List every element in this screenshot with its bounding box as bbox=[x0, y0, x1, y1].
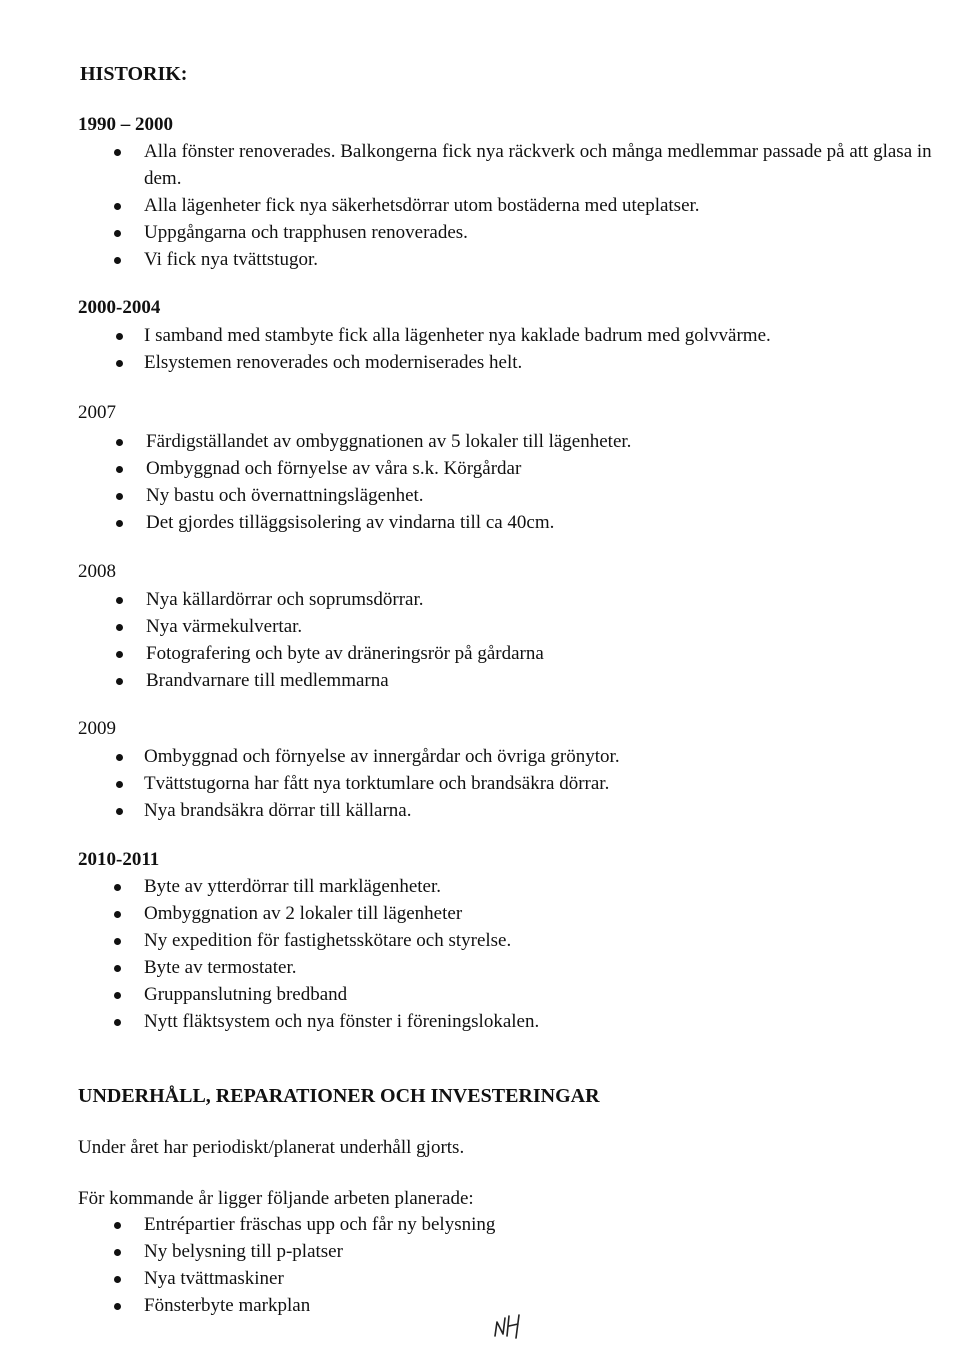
year-heading-1990-2000: 1990 – 2000 bbox=[78, 114, 173, 135]
list-item: Nya brandsäkra dörrar till källarna. bbox=[144, 797, 949, 824]
year-heading-2007: 2007 bbox=[78, 402, 116, 423]
list-item: I samband med stambyte fick alla lägenheter nya kaklade badrum med golvvärme. bbox=[144, 322, 949, 349]
underhall-heading: UNDERHÅLL, REPARATIONER OCH INVESTERINGAR bbox=[78, 1085, 600, 1107]
list-item: Nytt fläktsystem och nya fönster i föreningslokalen. bbox=[144, 1008, 949, 1035]
list-2010-2011 bbox=[144, 873, 949, 1035]
list-item: Alla lägenheter fick nya säkerhetsdörrar utom bostäderna med uteplatser. bbox=[144, 192, 949, 219]
list-item: Ny belysning till p-platser bbox=[144, 1238, 949, 1265]
list-2000-2004 bbox=[144, 322, 949, 376]
list-item: Ny bastu och övernattningslägenhet. bbox=[146, 482, 951, 509]
year-heading-2009: 2009 bbox=[78, 718, 116, 739]
list-item: Vi fick nya tvättstugor. bbox=[144, 246, 949, 273]
handwritten-initials-signature bbox=[492, 1312, 528, 1342]
year-heading-2008: 2008 bbox=[78, 561, 116, 582]
list-item: Byte av termostater. bbox=[144, 954, 949, 981]
list-item: Uppgångarna och trapphusen renoverades. bbox=[144, 219, 949, 246]
list-item: Alla fönster renoverades. Balkongerna fick nya räckverk och många medlemmar passade på att glasa in dem. bbox=[144, 138, 949, 192]
list-item: Brandvarnare till medlemmarna bbox=[146, 667, 951, 694]
list-2008 bbox=[146, 586, 951, 694]
list-item: Gruppanslutning bredband bbox=[144, 981, 949, 1008]
list-1990-2000 bbox=[144, 138, 949, 273]
list-item: Nya tvättmaskiner bbox=[144, 1265, 949, 1292]
list-item: Fönsterbyte markplan bbox=[144, 1292, 949, 1319]
list-item: Fotografering och byte av dräneringsrör på gårdarna bbox=[146, 640, 951, 667]
list-item: Nya källardörrar och soprumsdörrar. bbox=[146, 586, 951, 613]
list-item: Ombyggnation av 2 lokaler till lägenheter bbox=[144, 900, 949, 927]
list-item: Entrépartier fräschas upp och får ny belysning bbox=[144, 1211, 949, 1238]
list-item: Ombyggnad och förnyelse av innergårdar och övriga grönytor. bbox=[144, 743, 949, 770]
underhall-paragraph: Under året har periodiskt/planerat underhåll gjorts. bbox=[78, 1137, 465, 1158]
list-item: Ny expedition för fastighetsskötare och styrelse. bbox=[144, 927, 949, 954]
list-item: Ombyggnad och förnyelse av våra s.k. Körgårdar bbox=[146, 455, 951, 482]
list-item: Färdigställandet av ombyggnationen av 5 lokaler till lägenheter. bbox=[146, 428, 951, 455]
list-2007 bbox=[146, 428, 951, 536]
list-item: Tvättstugorna har fått nya torktumlare och brandsäkra dörrar. bbox=[144, 770, 949, 797]
list-2009 bbox=[144, 743, 949, 824]
planned-intro: För kommande år ligger följande arbeten planerade: bbox=[78, 1188, 474, 1209]
list-item: Byte av ytterdörrar till marklägenheter. bbox=[144, 873, 949, 900]
historik-heading: HISTORIK: bbox=[80, 63, 188, 85]
list-item: Det gjordes tilläggsisolering av vindarna till ca 40cm. bbox=[146, 509, 951, 536]
list-item: Elsystemen renoverades och moderniserades helt. bbox=[144, 349, 949, 376]
planned-list bbox=[144, 1211, 949, 1319]
list-item: Nya värmekulvertar. bbox=[146, 613, 951, 640]
year-heading-2000-2004: 2000-2004 bbox=[78, 297, 161, 318]
year-heading-2010-2011: 2010-2011 bbox=[78, 849, 160, 870]
